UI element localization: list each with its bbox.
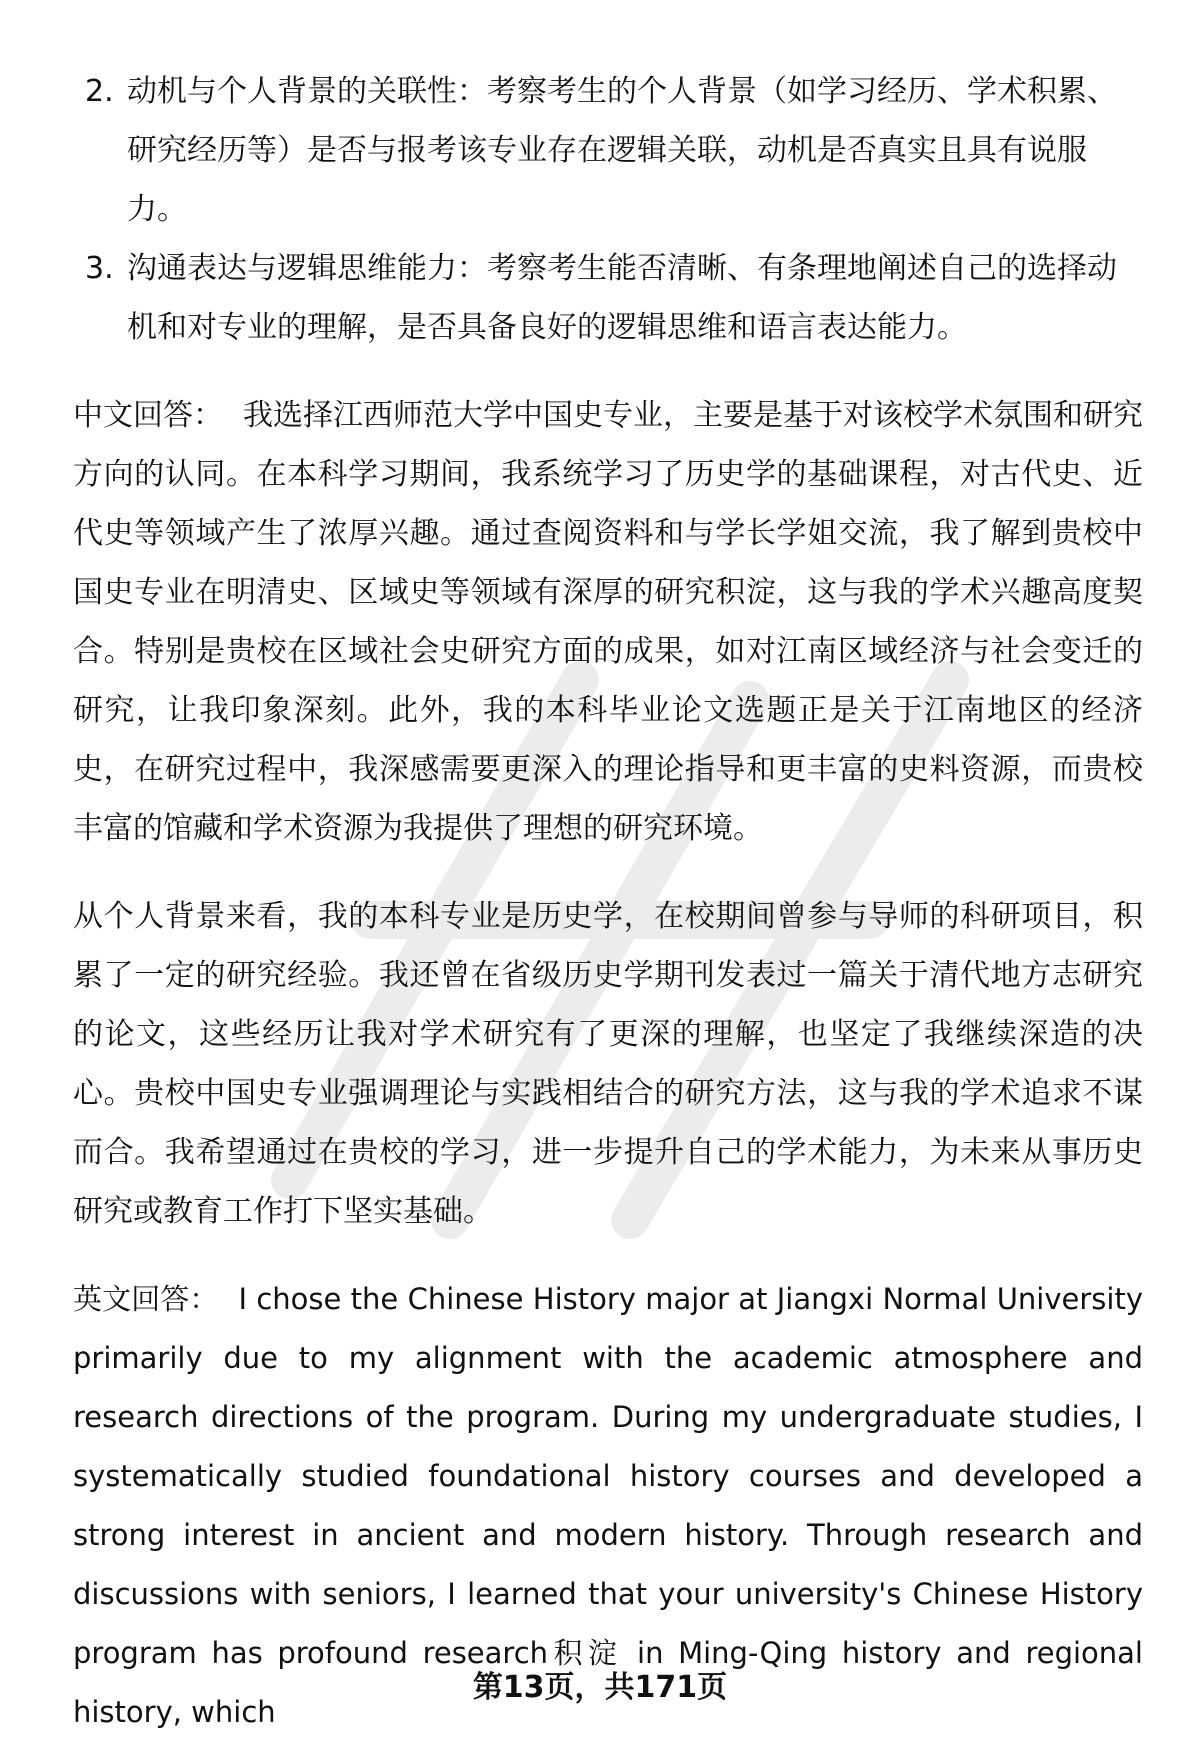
chinese-answer-paragraph-1 — [73, 386, 1143, 858]
page-footer: 第13页，共171页 — [472, 1670, 728, 1705]
english-answer-text: I chose the Chinese History major at Jiangxi Normal University primarily due to my alignment with the academic atmosphere and research directions of the program. During my undergraduate studies, I systematically studied foundational history courses and developed a strong interest in ancient and modern history. Through research and discussions with seniors, I learned that your university's Chinese History program has profound research积淀 in Ming-Qing history and regional history, which — [73, 1282, 1143, 1729]
spacer — [73, 858, 1143, 887]
list-item — [73, 239, 1143, 357]
list-item-number: 2. — [85, 74, 114, 109]
list-item-text: 沟通表达与逻辑思维能力：考察考生能否清晰、有条理地阐述自己的选择动机和对专业的理解，是否具备良好的逻辑思维和语言表达能力。 — [127, 251, 1117, 345]
chinese-answer-text-1: 我选择江西师范大学中国史专业，主要是基于对该校学术氛围和研究方向的认同。在本科学习期间，我系统学习了历史学的基础课程，对古代史、近代史等领域产生了浓厚兴趣。通过查阅资料和与学长学姐交流，我了解到贵校中国史专业在明清史、区域史等领域有深厚的研究积淀，这与我的学术兴趣高度契合。特别是贵校在区域社会史研究方面的成果，如对江南区域经济与社会变迁的研究，让我印象深刻。此外，我的本科毕业论文选题正是关于江南地区的经济史，在研究过程中，我深感需要更深入的理论指导和更丰富的史料资源，而贵校丰富的馆藏和学术资源为我提供了理想的研究环境。 — [73, 398, 1143, 846]
list-item-number: 3. — [85, 251, 114, 286]
criteria-list — [73, 62, 1143, 357]
spacer — [73, 357, 1143, 386]
main-content — [73, 62, 1143, 1742]
list-item-text: 动机与个人背景的关联性：考察考生的个人背景（如学习经历、学术积累、研究经历等）是否与报考该专业存在逻辑关联，动机是否真实且具有说服力。 — [127, 74, 1117, 227]
spacer — [73, 1241, 1143, 1270]
chinese-answer-paragraph-2: 从个人背景来看，我的本科专业是历史学，在校期间曾参与导师的科研项目，积累了一定的研究经验。我还曾在省级历史学期刊发表过一篇关于清代地方志研究的论文，这些经历让我对学术研究有了更深的理解，也坚定了我继续深造的决心。贵校中国史专业强调理论与实践相结合的研究方法，这与我的学术追求不谋而合。我希望通过在贵校的学习，进一步提升自己的学术能力，为未来从事历史研究或教育工作打下坚实基础。 — [73, 899, 1143, 1229]
chinese-answer-label: 中文回答： — [73, 398, 223, 433]
english-answer-label: 英文回答： — [73, 1282, 219, 1316]
list-item — [73, 62, 1143, 239]
